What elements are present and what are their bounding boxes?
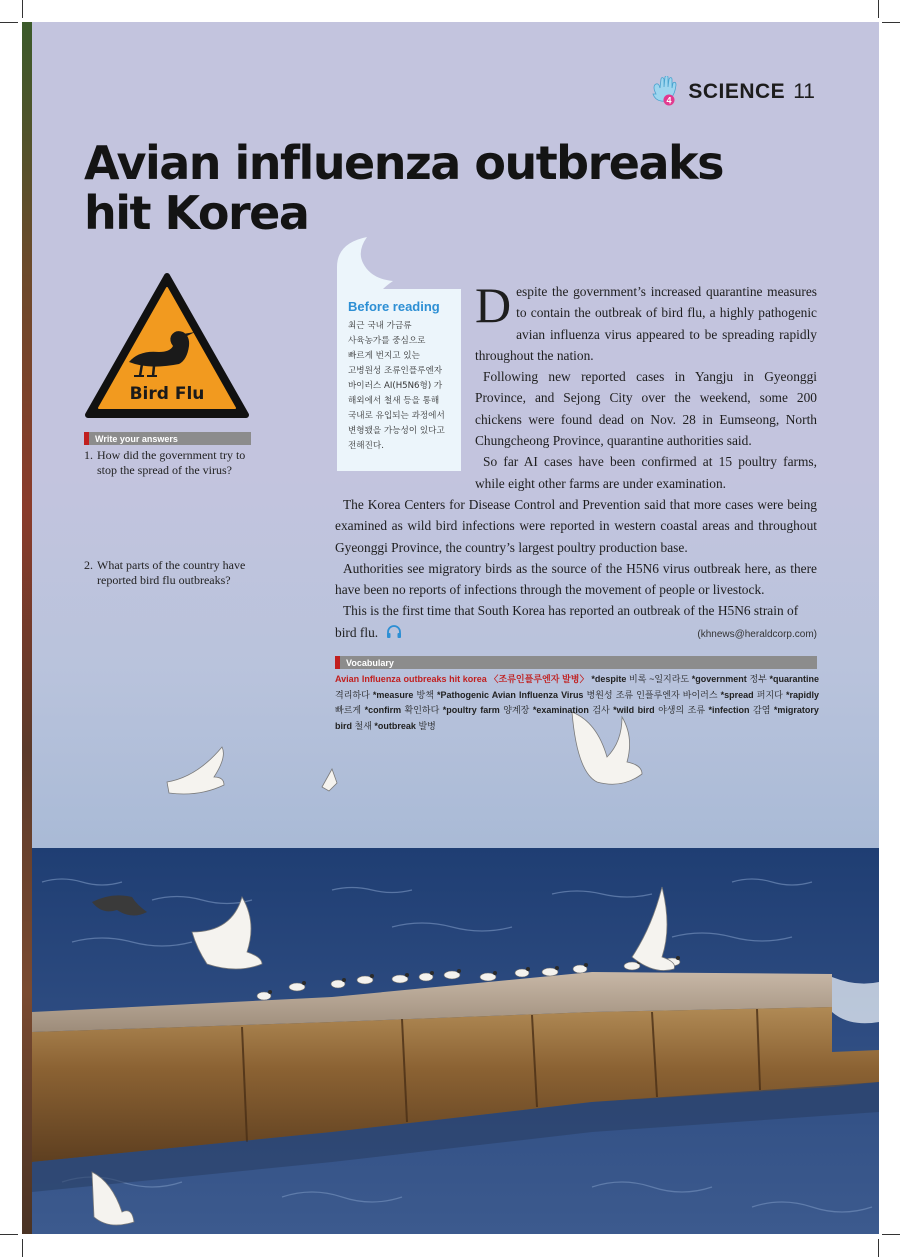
vocab-entry: *outbreak 발병	[374, 720, 436, 731]
before-line: 고병원성 조류인플루엔자	[348, 366, 443, 376]
vocab-head-term: Avian Influenza outbreaks hit korea 〈조류인플루엔자 발병〉	[335, 674, 589, 684]
vocab-entry: *government 정부	[691, 674, 767, 684]
questions-heading-label: Write your answers	[95, 433, 178, 444]
accent-tick	[84, 432, 89, 445]
before-reading-title: Before reading	[348, 299, 440, 314]
page-number: 11	[793, 80, 815, 103]
before-reading-box	[337, 237, 461, 471]
headphone-icon[interactable]	[386, 625, 402, 639]
vocabulary-list	[335, 672, 819, 734]
page-title	[84, 138, 724, 238]
crop-mark	[0, 1234, 18, 1235]
article-paragraph: Authorities see migratory birds as the source of the H5N6 virus outbreak here, as there have been no reports of infections through the movement of people or livestock.	[335, 560, 817, 598]
paragraph-text: espite the government’s increased quarantine measures to contain the outbreak of bird flu, a highly pathogenic avian influenza virus appeared to be spreading rapidly throughout the nation.	[475, 284, 817, 363]
question-item	[84, 448, 264, 478]
article-closing-line	[335, 622, 817, 645]
question-number: 2.	[84, 558, 93, 572]
before-line: 빠르게 번지고 있는	[348, 351, 420, 361]
author-credit: (khnews@heraldcorp.com)	[697, 628, 817, 640]
vocabulary-heading	[335, 656, 817, 669]
crop-mark	[878, 0, 879, 18]
drop-cap: D	[475, 277, 512, 333]
section-label: SCIENCE	[688, 80, 786, 103]
vocab-entry: *spread 퍼지다	[720, 689, 783, 700]
vocab-entry: *migratory bird 철새	[335, 705, 819, 731]
vocab-entry: *poultry farm 양계장	[442, 705, 530, 715]
article-body-bottom	[335, 494, 817, 645]
speech-bubble-tab	[337, 237, 461, 297]
bleed-strip	[22, 22, 32, 1234]
accent-tick	[335, 656, 340, 669]
crop-mark	[22, 0, 23, 18]
sign-label: Bird Flu	[129, 384, 205, 404]
bird-flu-warning-sign	[84, 272, 250, 420]
vocab-entry: *despite 비록 ~일지라도	[591, 674, 690, 684]
before-line: 사육농가를 중심으로	[348, 336, 426, 346]
question-number: 1.	[84, 448, 93, 462]
section-header	[650, 76, 815, 108]
article-paragraph	[475, 277, 817, 366]
vocab-entry: *measure 방책	[372, 689, 434, 700]
before-line: 최근 국내 가금류	[348, 321, 412, 331]
before-line: 전해진다.	[348, 441, 384, 451]
vocabulary-heading-label: Vocabulary	[346, 657, 394, 668]
article-paragraph: This is the first time that South Korea has reported an outbreak of the H5N6 strain of	[343, 603, 799, 619]
before-line: 바이러스 AI(H5N6형) 가	[348, 381, 443, 391]
article-paragraph: The Korea Centers for Disease Control and Prevention said that more cases were being examined as wild bird infections were reported in western coastal areas and throughout Gyeonggi Province, the country’s largest poultry production base.	[335, 497, 817, 555]
before-line: 변형됐을 가능성이 있다고	[348, 426, 445, 436]
crop-mark	[878, 1239, 879, 1257]
title-line-2: hit Korea	[84, 186, 309, 240]
article-paragraph: Following new reported cases in Yangju in Gyeonggi Province, and Sejong City over the weekend, some 200 chickens were found dead on Nov. 28 in Eumseong, North Chungcheong Province, quarantine authorities said.	[475, 369, 817, 449]
before-reading-text	[348, 319, 458, 454]
before-line: 해외에서 철새 등을 통해	[348, 396, 440, 406]
questions-heading	[84, 432, 251, 445]
crop-mark	[0, 22, 18, 23]
vocab-entry: *rapidly 빠르게	[335, 689, 819, 715]
title-line-1: Avian influenza outbreaks	[84, 136, 724, 190]
vocab-entry: *quarantine 격리하다	[335, 674, 819, 700]
vocab-entry: *wild bird 야생의 조류	[613, 705, 706, 715]
vocab-entry: *infection 감염	[708, 705, 771, 715]
vocab-entry: *Pathogenic Avian Influenza Virus 병원성 조류 인플루엔자 바이러스	[436, 689, 718, 700]
crop-mark	[882, 22, 900, 23]
question-text: What parts of the country have reported bird flu outbreaks?	[97, 558, 246, 587]
question-text: How did the government try to stop the spread of the virus?	[97, 448, 246, 477]
closing-text: bird flu.	[335, 624, 379, 640]
before-line: 국내로 유입되는 과정에서	[348, 411, 445, 421]
hand-four-icon	[650, 76, 680, 108]
vocab-entry: *examination 검사	[532, 705, 610, 715]
vocab-entry: *confirm 확인하다	[364, 705, 440, 715]
question-item	[84, 558, 264, 588]
crop-mark	[882, 1234, 900, 1235]
badge-number: 4	[666, 95, 672, 106]
article-paragraph: So far AI cases have been confirmed at 15 poultry farms, while eight other farms are under examination.	[475, 454, 817, 491]
magazine-page	[32, 22, 879, 1234]
article-body-top	[475, 277, 817, 494]
crop-mark	[22, 1239, 23, 1257]
